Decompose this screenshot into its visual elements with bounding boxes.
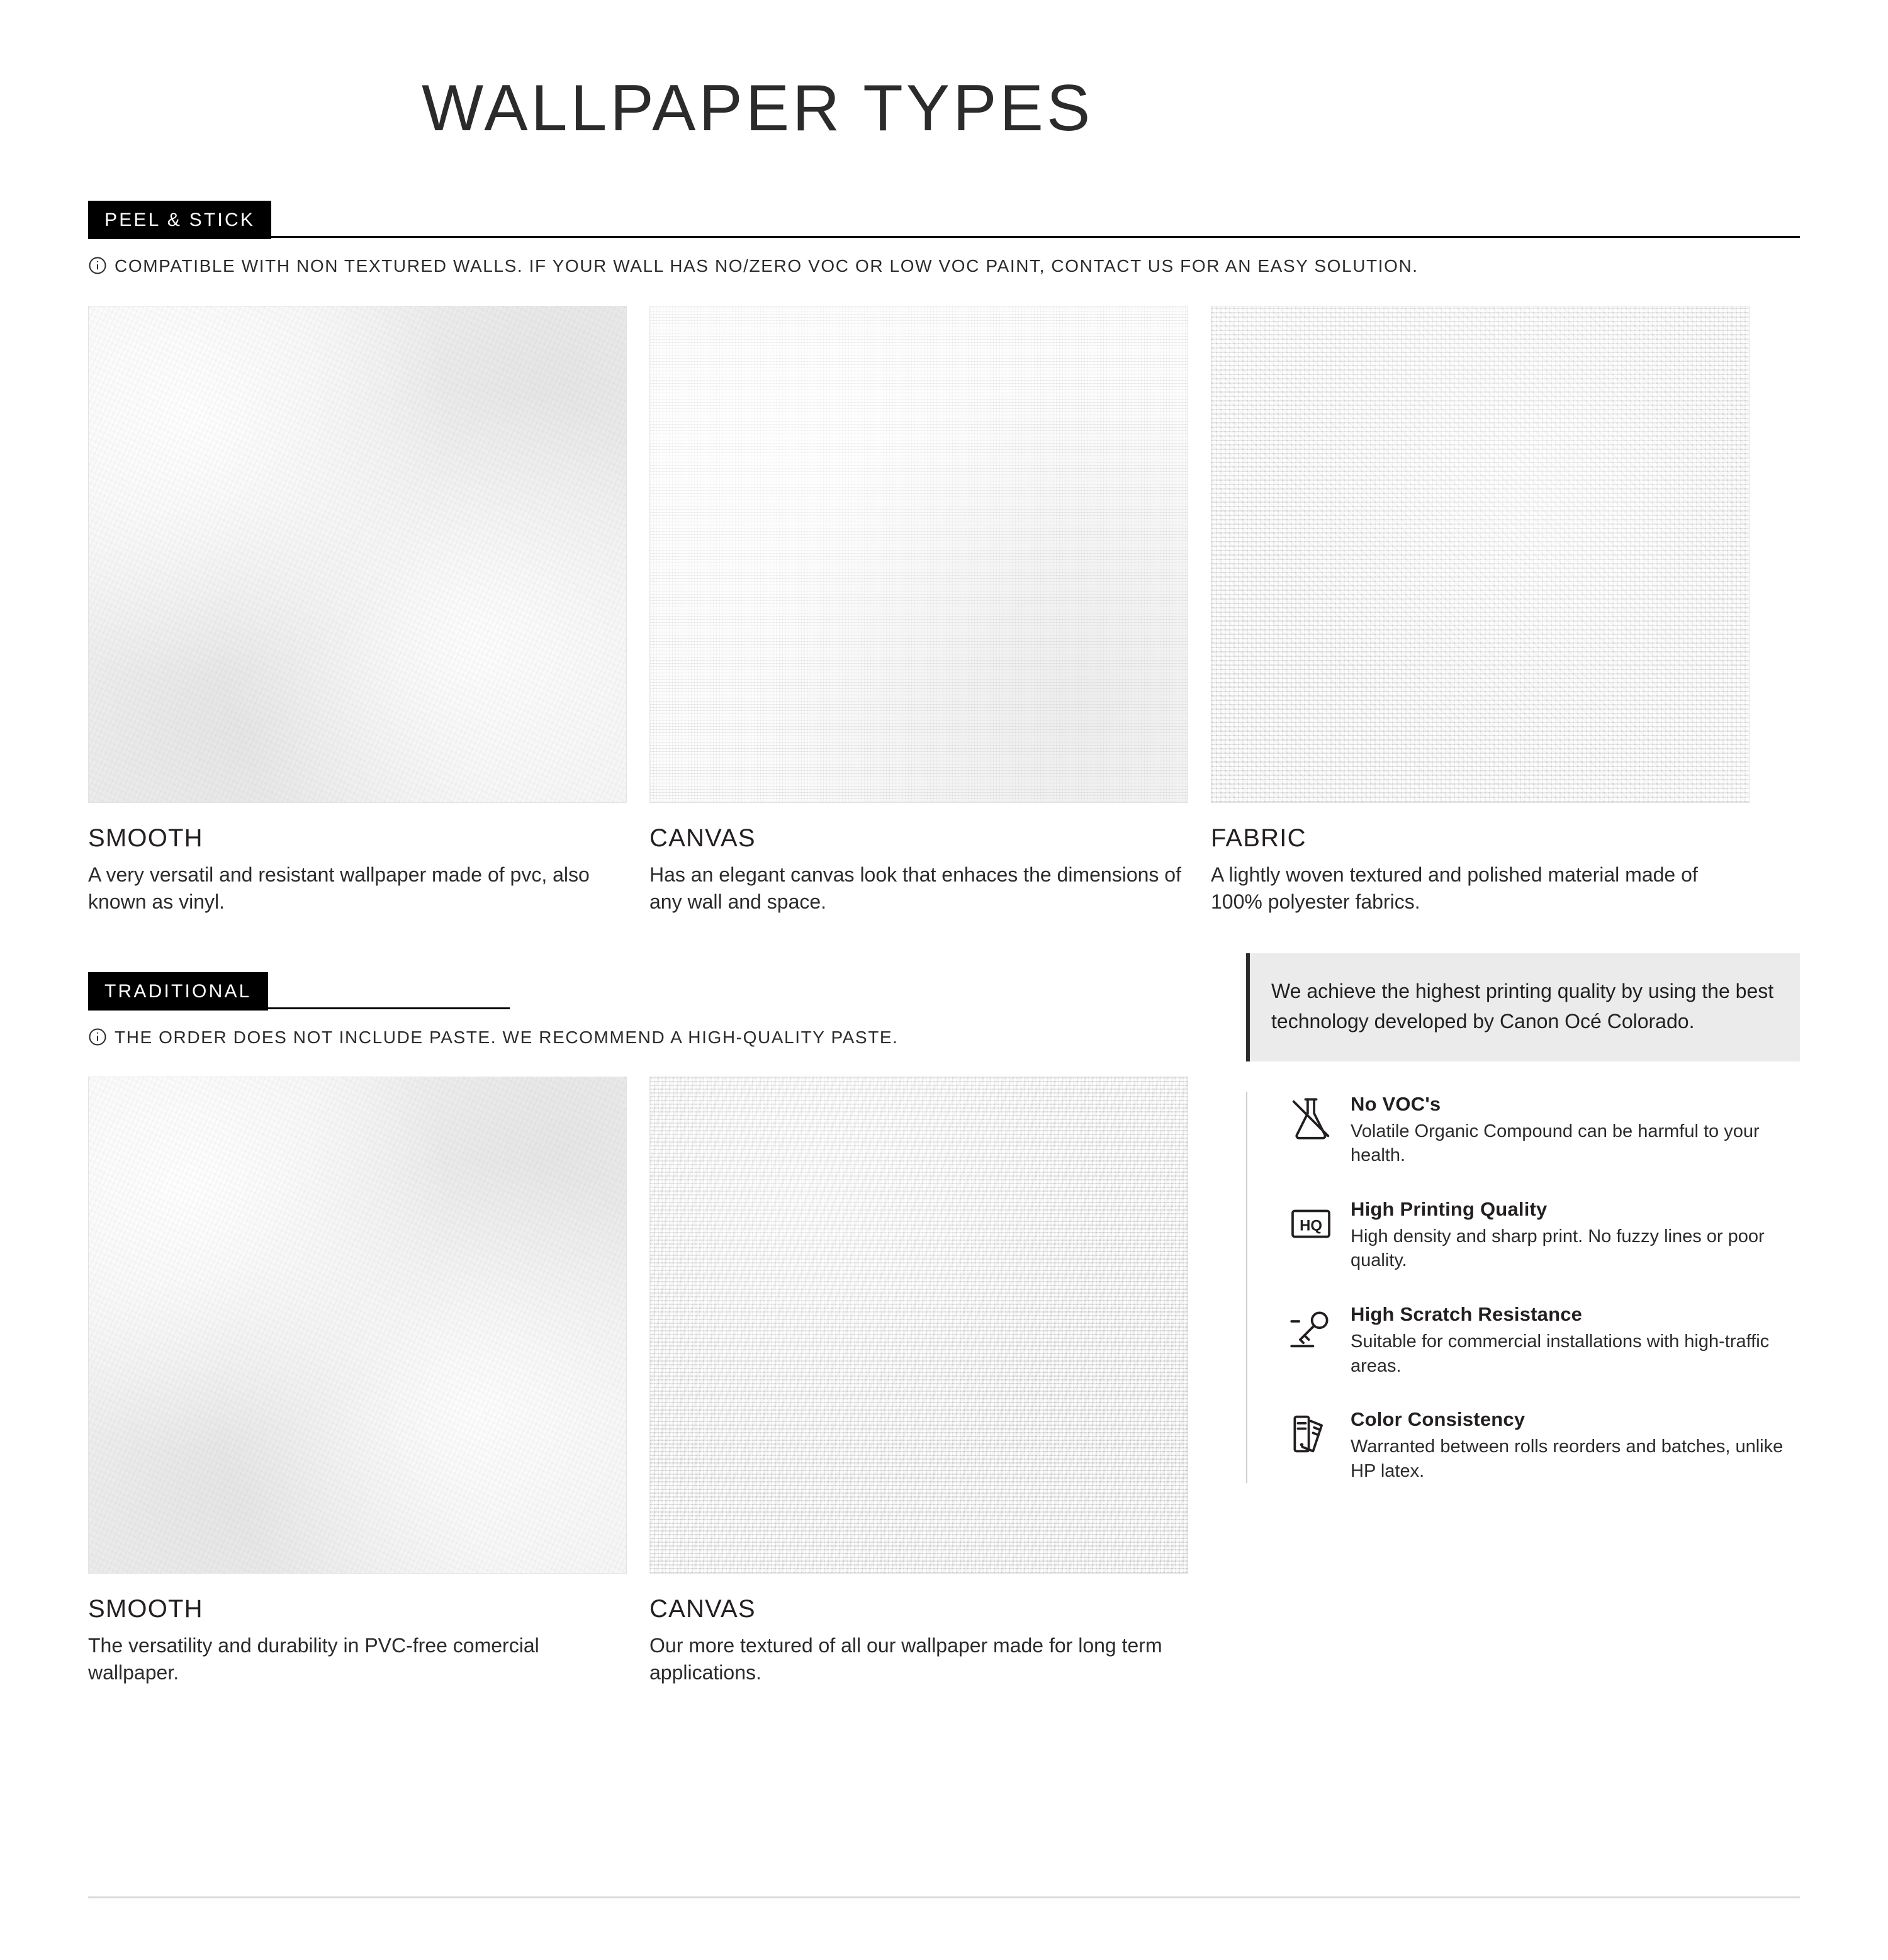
page-title: WALLPAPER TYPES: [422, 72, 1094, 145]
swatch-description: A very versatil and resistant wallpaper made of pvc, also known as vinyl.: [88, 863, 590, 913]
feature-no-voc: [1247, 1092, 1800, 1168]
section-note-peel-and-stick: [88, 254, 1800, 279]
section-note-traditional: [88, 1025, 1196, 1051]
texture-fill: [89, 1077, 626, 1573]
info-icon: [88, 256, 107, 275]
swatch-grid-peel-and-stick: [88, 306, 1800, 916]
no-voc-flask-icon: [1285, 1093, 1337, 1145]
feature-heading: Color Consistency: [1351, 1408, 1526, 1431]
fabric-texture-swatch[interactable]: [1211, 306, 1750, 803]
feature-body: High density and sharp print. No fuzzy lines or poor quality.: [1351, 1226, 1765, 1271]
sidebar-panel: [1246, 953, 1800, 1686]
swatch-card-smooth-traditional[interactable]: [88, 1077, 627, 1686]
section-tag-traditional: TRADITIONAL: [88, 972, 268, 1011]
texture-fill: [1211, 306, 1749, 802]
feature-high-printing-quality: [1247, 1197, 1800, 1273]
swatch-title: CANVAS: [649, 1595, 756, 1623]
lower-area: [88, 916, 1800, 1686]
section-note-text: THE ORDER DOES NOT INCLUDE PASTE. WE RECOMMEND A HIGH-QUALITY PASTE.: [115, 1027, 899, 1047]
feature-heading: No VOC's: [1351, 1092, 1441, 1115]
scratch-resistance-key-icon: [1285, 1303, 1337, 1355]
swatch-description: Has an elegant canvas look that enhaces the dimensions of any wall and space.: [649, 863, 1181, 913]
color-consistency-swatch-icon: [1285, 1408, 1337, 1460]
swatch-card-fabric-peel[interactable]: [1211, 306, 1750, 916]
section-tag-peel-and-stick: PEEL & STICK: [88, 201, 271, 239]
quality-quote: We achieve the highest printing quality by using the best technology developed by Canon Océ Colorado.: [1246, 953, 1800, 1061]
section-header-traditional: [88, 972, 1196, 1009]
swatch-title: FABRIC: [1211, 824, 1306, 852]
feature-body: Suitable for commercial installations with high-traffic areas.: [1351, 1331, 1770, 1376]
texture-fill: [650, 306, 1188, 802]
swatch-card-smooth-peel[interactable]: [88, 306, 627, 916]
swatch-title: SMOOTH: [88, 1595, 203, 1623]
feature-color-consistency: [1247, 1407, 1800, 1483]
feature-list: [1246, 1092, 1800, 1484]
smooth-texture-swatch[interactable]: [88, 306, 627, 803]
swatch-card-canvas-traditional[interactable]: [649, 1077, 1188, 1686]
feature-heading: High Scratch Resistance: [1351, 1302, 1583, 1325]
canvas-texture-swatch[interactable]: [649, 306, 1188, 803]
footer-divider: [88, 1896, 1800, 1898]
hq-print-icon: [1285, 1198, 1337, 1250]
swatch-description: Our more textured of all our wallpaper made for long term applications.: [649, 1634, 1162, 1684]
canvas-texture-swatch[interactable]: [649, 1077, 1188, 1574]
swatch-description: A lightly woven textured and polished material made of 100% polyester fabrics.: [1211, 863, 1698, 913]
swatch-grid-traditional: [88, 1077, 1196, 1686]
swatch-title: CANVAS: [649, 824, 756, 852]
svg-text:HQ: HQ: [1300, 1217, 1322, 1235]
swatch-card-canvas-peel[interactable]: [649, 306, 1188, 916]
section-header-peel-and-stick: [88, 201, 1800, 237]
texture-fill: [650, 1077, 1188, 1573]
feature-body: Volatile Organic Compound can be harmful to your health.: [1351, 1121, 1760, 1166]
swatch-description: The versatility and durability in PVC-free comercial wallpaper.: [88, 1634, 539, 1684]
swatch-title: SMOOTH: [88, 824, 203, 852]
feature-high-scratch-resistance: [1247, 1302, 1800, 1378]
feature-body: Warranted between rolls reorders and batches, unlike HP latex.: [1351, 1436, 1784, 1481]
feature-heading: High Printing Quality: [1351, 1197, 1548, 1220]
texture-fill: [89, 306, 626, 802]
smooth-texture-swatch[interactable]: [88, 1077, 627, 1574]
traditional-column: [88, 916, 1196, 1686]
section-note-text: COMPATIBLE WITH NON TEXTURED WALLS. IF YOUR WALL HAS NO/ZERO VOC OR LOW VOC PAINT, CONTACT US FOR AN EASY SOLUTION.: [115, 256, 1419, 276]
section-rule: [88, 236, 1800, 238]
info-icon: [88, 1028, 107, 1046]
wallpaper-types-infographic: [0, 72, 1888, 1960]
